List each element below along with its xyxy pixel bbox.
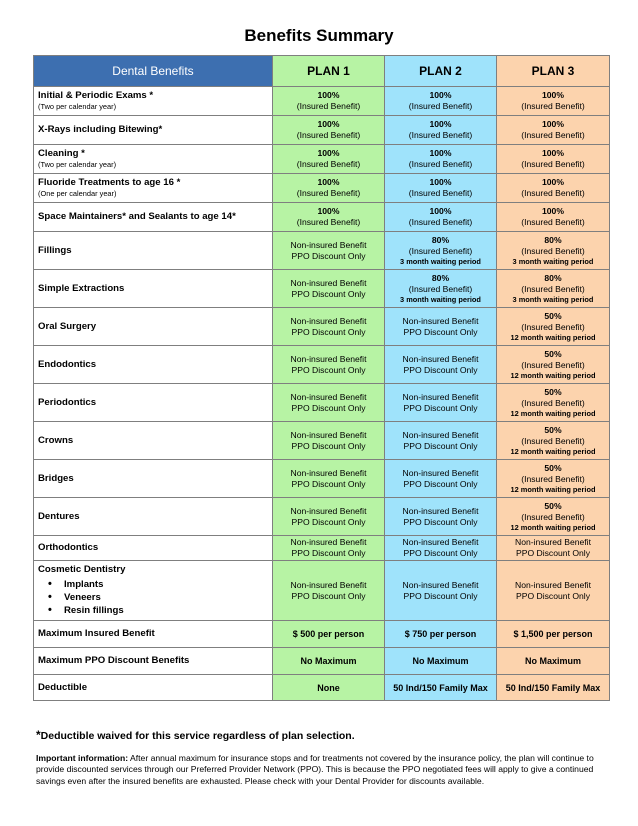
plan-2-summary: 50 Ind/150 Family Max — [385, 675, 497, 701]
plan-1-value: 100% (Insured Benefit) — [273, 116, 385, 145]
important-text: After annual maximum for insurance stops and for treatments not covered by the insurance policy, the plan will continue to provide discounted services through our Preferred Provider Network (PPO). This is because the PPO negotiated fees will apply to give a continued savings even after the insured benefits are exhausted. Please check with your Dental Provider for discounts available. — [36, 753, 594, 786]
plan-1-value: 100% (Insured Benefit) — [273, 203, 385, 232]
plan-3-value: 50% (Insured Benefit) 12 month waiting period — [497, 308, 610, 346]
summary-label: Deductible — [34, 675, 273, 701]
benefit-label: Endodontics — [34, 346, 273, 384]
plan-3-value: 50% (Insured Benefit) 12 month waiting period — [497, 460, 610, 498]
benefit-label: Dentures — [34, 498, 273, 536]
plan-3-value: 50% (Insured Benefit) 12 month waiting period — [497, 498, 610, 536]
plan-1-value: Non-insured Benefit PPO Discount Only — [273, 460, 385, 498]
plan-2-value: Non-insured Benefit PPO Discount Only — [385, 346, 497, 384]
list-item: • Implants — [64, 578, 272, 591]
benefit-label: X-Rays including Bitewing* — [34, 116, 273, 145]
table-row — [34, 384, 610, 422]
list-item: • Resin fillings — [64, 604, 272, 617]
plan-2-value: 80% (Insured Benefit) 3 month waiting period — [385, 270, 497, 308]
plan-1-value: Non-insured Benefit PPO Discount Only — [273, 422, 385, 460]
plan-2-value: Non-insured Benefit PPO Discount Only — [385, 561, 497, 621]
benefit-label: Periodontics — [34, 384, 273, 422]
important-information — [36, 753, 606, 787]
benefit-label: Fluoride Treatments to age 16 * (One per calendar year) — [34, 174, 273, 203]
plan-1-value: Non-insured Benefit PPO Discount Only — [273, 308, 385, 346]
table-row-summary — [34, 621, 610, 648]
table-row — [34, 116, 610, 145]
page-title: Benefits Summary — [244, 26, 394, 45]
table-row — [34, 460, 610, 498]
plan-1-value: Non-insured Benefit PPO Discount Only — [273, 270, 385, 308]
plan-2-value: Non-insured Benefit PPO Discount Only — [385, 536, 497, 561]
plan-1-summary: No Maximum — [273, 648, 385, 675]
plan-2-value: 100% (Insured Benefit) — [385, 145, 497, 174]
table-row-cosmetic — [34, 561, 610, 621]
table-row — [34, 346, 610, 384]
summary-label: Maximum Insured Benefit — [34, 621, 273, 648]
table-row — [34, 308, 610, 346]
plan-3-value: 100% (Insured Benefit) — [497, 145, 610, 174]
plan-1-value: Non-insured Benefit PPO Discount Only — [273, 346, 385, 384]
benefit-label: Space Maintainers* and Sealants to age 14* — [34, 203, 273, 232]
benefit-label: Bridges — [34, 460, 273, 498]
plan-2-value: Non-insured Benefit PPO Discount Only — [385, 498, 497, 536]
plan-3-value: 100% (Insured Benefit) — [497, 116, 610, 145]
plan-2-summary: No Maximum — [385, 648, 497, 675]
table-row — [34, 536, 610, 561]
plan-1-value: Non-insured Benefit PPO Discount Only — [273, 384, 385, 422]
plan-1-summary: $ 500 per person — [273, 621, 385, 648]
plan-3-value: 80% (Insured Benefit) 3 month waiting period — [497, 232, 610, 270]
plan-3-value: 80% (Insured Benefit) 3 month waiting period — [497, 270, 610, 308]
plan-3-value: 100% (Insured Benefit) — [497, 87, 610, 116]
plan-3-value: 100% (Insured Benefit) — [497, 203, 610, 232]
benefit-label: Cleaning * (Two per calendar year) — [34, 145, 273, 174]
summary-label: Maximum PPO Discount Benefits — [34, 648, 273, 675]
plan-1-summary: None — [273, 675, 385, 701]
header-plan-3: PLAN 3 — [497, 56, 610, 87]
plan-3-summary: $ 1,500 per person — [497, 621, 610, 648]
table-row-summary — [34, 648, 610, 675]
plan-2-value: Non-insured Benefit PPO Discount Only — [385, 460, 497, 498]
plan-2-value: 100% (Insured Benefit) — [385, 203, 497, 232]
plan-3-value: Non-insured Benefit PPO Discount Only — [497, 536, 610, 561]
plan-2-value: 100% (Insured Benefit) — [385, 87, 497, 116]
plan-2-value: Non-insured Benefit PPO Discount Only — [385, 384, 497, 422]
benefit-label: Orthodontics — [34, 536, 273, 561]
plan-3-value: 50% (Insured Benefit) 12 month waiting period — [497, 384, 610, 422]
table-row-summary — [34, 675, 610, 701]
table-row — [34, 87, 610, 116]
table-row — [34, 232, 610, 270]
header-plan-2: PLAN 2 — [385, 56, 497, 87]
benefit-label: Oral Surgery — [34, 308, 273, 346]
header-row — [34, 56, 610, 87]
plan-3-value: 50% (Insured Benefit) 12 month waiting period — [497, 422, 610, 460]
plan-2-value: 100% (Insured Benefit) — [385, 174, 497, 203]
benefit-label: Initial & Periodic Exams * (Two per calendar year) — [34, 87, 273, 116]
plan-1-value: Non-insured Benefit PPO Discount Only — [273, 232, 385, 270]
benefits-table — [33, 55, 610, 701]
table-row — [34, 203, 610, 232]
plan-1-value: Non-insured Benefit PPO Discount Only — [273, 536, 385, 561]
benefit-label: Cosmetic Dentistry • Implants • Veneers • Resin fillings — [34, 561, 273, 621]
plan-2-value: 80% (Insured Benefit) 3 month waiting period — [385, 232, 497, 270]
table-row — [34, 145, 610, 174]
plan-2-value: Non-insured Benefit PPO Discount Only — [385, 308, 497, 346]
plan-1-value: Non-insured Benefit PPO Discount Only — [273, 498, 385, 536]
plan-1-value: 100% (Insured Benefit) — [273, 87, 385, 116]
header-dental-benefits: Dental Benefits — [34, 56, 273, 87]
cosmetic-items — [38, 578, 272, 617]
plan-2-summary: $ 750 per person — [385, 621, 497, 648]
plan-1-value: 100% (Insured Benefit) — [273, 174, 385, 203]
table-row — [34, 174, 610, 203]
benefit-label: Simple Extractions — [34, 270, 273, 308]
important-label: Important information: — [36, 753, 129, 763]
benefit-label: Crowns — [34, 422, 273, 460]
header-plan-1: PLAN 1 — [273, 56, 385, 87]
table-row — [34, 270, 610, 308]
deductible-footnote: *Deductible waived for this service regardless of plan selection. — [36, 728, 355, 742]
plan-1-value: 100% (Insured Benefit) — [273, 145, 385, 174]
table-row — [34, 498, 610, 536]
plan-3-value: 50% (Insured Benefit) 12 month waiting period — [497, 346, 610, 384]
table-row — [34, 422, 610, 460]
plan-1-value: Non-insured Benefit PPO Discount Only — [273, 561, 385, 621]
plan-3-summary: No Maximum — [497, 648, 610, 675]
plan-3-value: 100% (Insured Benefit) — [497, 174, 610, 203]
list-item: • Veneers — [64, 591, 272, 604]
plan-2-value: 100% (Insured Benefit) — [385, 116, 497, 145]
plan-2-value: Non-insured Benefit PPO Discount Only — [385, 422, 497, 460]
plan-3-summary: 50 Ind/150 Family Max — [497, 675, 610, 701]
plan-3-value: Non-insured Benefit PPO Discount Only — [497, 561, 610, 621]
benefit-label: Fillings — [34, 232, 273, 270]
